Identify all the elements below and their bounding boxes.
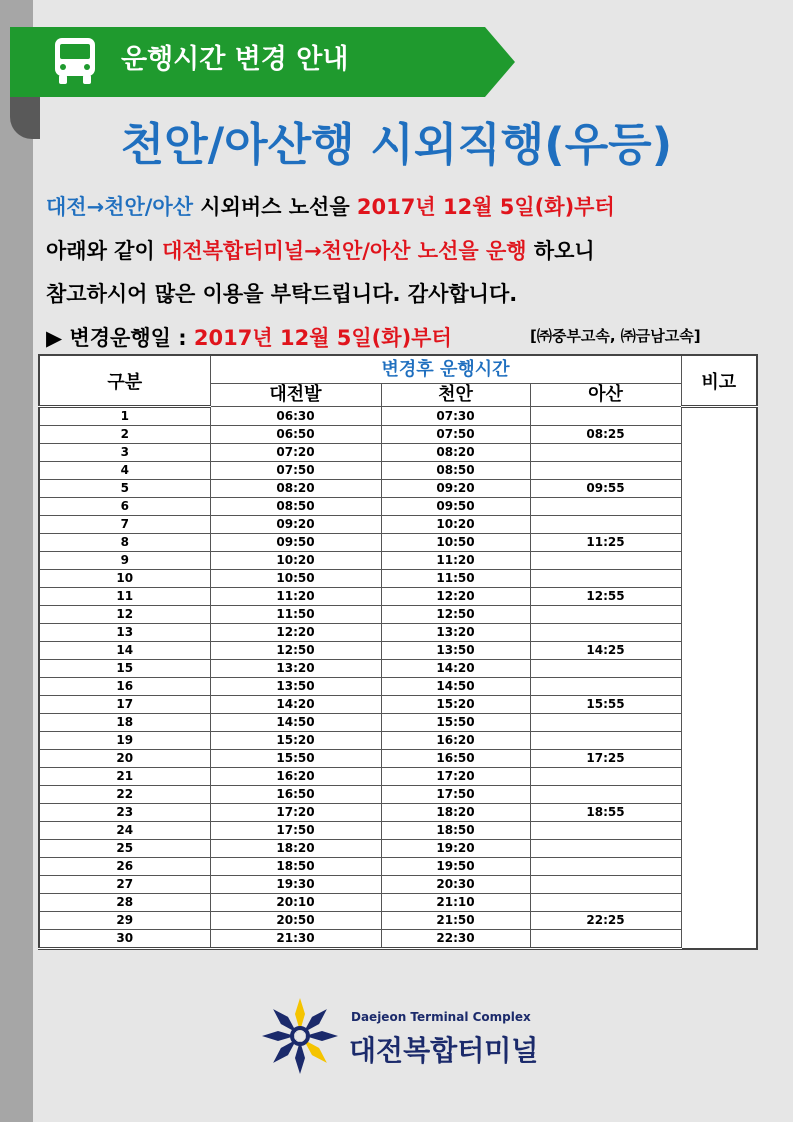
asan-time (530, 498, 681, 516)
row-number: 27 (39, 876, 210, 894)
daejeon-departure: 12:50 (210, 642, 381, 660)
daejeon-departure: 13:20 (210, 660, 381, 678)
cheonan-time: 18:50 (381, 822, 530, 840)
row-number: 16 (39, 678, 210, 696)
row-number: 7 (39, 516, 210, 534)
logo-korean-name: 대전복합터미널 (349, 1034, 539, 1067)
table-row (39, 930, 757, 949)
daejeon-departure: 14:20 (210, 696, 381, 714)
row-number: 23 (39, 804, 210, 822)
cheonan-time: 08:50 (381, 462, 530, 480)
row-number: 1 (39, 407, 210, 426)
table-row (39, 534, 757, 552)
asan-time: 15:55 (530, 696, 681, 714)
row-number: 28 (39, 894, 210, 912)
cheonan-time: 14:20 (381, 660, 530, 678)
row-number: 13 (39, 624, 210, 642)
asan-time (530, 858, 681, 876)
row-number: 4 (39, 462, 210, 480)
row-number: 25 (39, 840, 210, 858)
header-cheonan: 천안 (381, 384, 530, 407)
table-row (39, 407, 757, 426)
cheonan-time: 15:50 (381, 714, 530, 732)
daejeon-departure: 16:50 (210, 786, 381, 804)
table-row (39, 768, 757, 786)
terminal-logo (262, 996, 552, 1076)
daejeon-departure: 16:20 (210, 768, 381, 786)
asan-time (530, 930, 681, 949)
row-number: 21 (39, 768, 210, 786)
header-group: 변경후 운행시간 (210, 355, 681, 384)
row-number: 17 (39, 696, 210, 714)
cheonan-time: 09:50 (381, 498, 530, 516)
cheonan-time: 18:20 (381, 804, 530, 822)
cheonan-time: 14:50 (381, 678, 530, 696)
table-row (39, 588, 757, 606)
change-date-line (46, 322, 452, 352)
table-row (39, 426, 757, 444)
daejeon-departure: 06:50 (210, 426, 381, 444)
cheonan-time: 19:50 (381, 858, 530, 876)
row-number: 22 (39, 786, 210, 804)
header-bigo: 비고 (681, 355, 757, 407)
row-number: 14 (39, 642, 210, 660)
daejeon-departure: 07:20 (210, 444, 381, 462)
intro-text-2c: 하오니 (526, 239, 595, 263)
header-gubun: 구분 (39, 355, 210, 407)
row-number: 6 (39, 498, 210, 516)
header-daejeon: 대전발 (210, 384, 381, 407)
asan-time (530, 552, 681, 570)
cheonan-time: 11:50 (381, 570, 530, 588)
intro-route-2: 대전복합터미널→천안/아산 노선을 운행 (162, 239, 527, 263)
row-number: 8 (39, 534, 210, 552)
cheonan-time: 07:30 (381, 407, 530, 426)
row-number: 29 (39, 912, 210, 930)
daejeon-departure: 17:20 (210, 804, 381, 822)
asan-time (530, 732, 681, 750)
cheonan-time: 13:50 (381, 642, 530, 660)
table-row (39, 750, 757, 768)
asan-time (530, 840, 681, 858)
table-row (39, 516, 757, 534)
cheonan-time: 20:30 (381, 876, 530, 894)
cheonan-time: 07:50 (381, 426, 530, 444)
table-row (39, 480, 757, 498)
daejeon-departure: 14:50 (210, 714, 381, 732)
daejeon-departure: 17:50 (210, 822, 381, 840)
daejeon-departure: 07:50 (210, 462, 381, 480)
row-number: 26 (39, 858, 210, 876)
header-asan: 아산 (530, 384, 681, 407)
daejeon-departure: 08:20 (210, 480, 381, 498)
cheonan-time: 09:20 (381, 480, 530, 498)
intro-text-1: 시외버스 노선을 (192, 195, 357, 219)
cheonan-time: 21:10 (381, 894, 530, 912)
daejeon-departure: 09:20 (210, 516, 381, 534)
row-number: 11 (39, 588, 210, 606)
asan-time: 12:55 (530, 588, 681, 606)
asan-time (530, 570, 681, 588)
asan-time (530, 606, 681, 624)
table-row (39, 804, 757, 822)
asan-time (530, 786, 681, 804)
table-row (39, 858, 757, 876)
daejeon-departure: 13:50 (210, 678, 381, 696)
table-row (39, 912, 757, 930)
intro-route: 대전→천안/아산 (46, 195, 193, 219)
table-row (39, 678, 757, 696)
asan-time (530, 660, 681, 678)
asan-time (530, 876, 681, 894)
asan-time (530, 516, 681, 534)
table-row (39, 606, 757, 624)
row-number: 24 (39, 822, 210, 840)
table-row (39, 642, 757, 660)
operating-companies: [㈜중부고속, ㈜금남고속] (530, 327, 701, 345)
change-date-value: 2017년 12월 5일(화)부터 (193, 326, 452, 350)
bus-icon (52, 36, 98, 86)
cheonan-time: 22:30 (381, 930, 530, 949)
table-row (39, 660, 757, 678)
asan-time: 22:25 (530, 912, 681, 930)
row-number: 18 (39, 714, 210, 732)
asan-time (530, 714, 681, 732)
daejeon-departure: 10:50 (210, 570, 381, 588)
cheonan-time: 12:20 (381, 588, 530, 606)
remarks-cell (681, 407, 757, 949)
cheonan-time: 10:20 (381, 516, 530, 534)
asan-time (530, 894, 681, 912)
banner-title: 운행시간 변경 안내 (121, 44, 349, 75)
asan-time: 09:55 (530, 480, 681, 498)
table-row (39, 786, 757, 804)
table-row (39, 498, 757, 516)
timetable (38, 354, 758, 950)
row-number: 10 (39, 570, 210, 588)
cheonan-time: 17:20 (381, 768, 530, 786)
daejeon-departure: 11:20 (210, 588, 381, 606)
row-number: 2 (39, 426, 210, 444)
asan-time: 11:25 (530, 534, 681, 552)
intro-date-1: 2017년 12월 5일(화)부터 (356, 195, 615, 219)
row-number: 19 (39, 732, 210, 750)
cheonan-time: 08:20 (381, 444, 530, 462)
timetable-body (39, 407, 757, 949)
asan-time: 17:25 (530, 750, 681, 768)
cheonan-time: 13:20 (381, 624, 530, 642)
cheonan-time: 15:20 (381, 696, 530, 714)
row-number: 20 (39, 750, 210, 768)
daejeon-departure: 10:20 (210, 552, 381, 570)
daejeon-departure: 15:20 (210, 732, 381, 750)
main-title: 천안/아산행 시외직행(우등) (120, 118, 673, 171)
row-number: 15 (39, 660, 210, 678)
daejeon-departure: 20:50 (210, 912, 381, 930)
intro-line-3: 참고하시어 많은 이용을 부탁드립니다. 감사합니다. (46, 282, 518, 306)
daejeon-departure: 11:50 (210, 606, 381, 624)
intro-line-1 (46, 191, 615, 221)
row-number: 9 (39, 552, 210, 570)
cheonan-time: 12:50 (381, 606, 530, 624)
table-row (39, 570, 757, 588)
daejeon-departure: 15:50 (210, 750, 381, 768)
asan-time: 08:25 (530, 426, 681, 444)
asan-time (530, 444, 681, 462)
asan-time (530, 462, 681, 480)
cheonan-time: 17:50 (381, 786, 530, 804)
table-row (39, 444, 757, 462)
daejeon-departure: 09:50 (210, 534, 381, 552)
daejeon-departure: 19:30 (210, 876, 381, 894)
daejeon-departure: 21:30 (210, 930, 381, 949)
change-date-label: 변경운행일 : (62, 326, 194, 350)
asan-time (530, 678, 681, 696)
daejeon-departure: 06:30 (210, 407, 381, 426)
asan-time (530, 624, 681, 642)
table-row (39, 894, 757, 912)
daejeon-departure: 08:50 (210, 498, 381, 516)
daejeon-departure: 20:10 (210, 894, 381, 912)
table-row (39, 876, 757, 894)
table-row (39, 840, 757, 858)
table-row (39, 714, 757, 732)
asan-time (530, 407, 681, 426)
intro-text-2a: 아래와 같이 (46, 239, 163, 263)
table-row (39, 462, 757, 480)
asan-time (530, 768, 681, 786)
row-number: 12 (39, 606, 210, 624)
table-row (39, 732, 757, 750)
cheonan-time: 11:20 (381, 552, 530, 570)
cheonan-time: 16:50 (381, 750, 530, 768)
table-row (39, 552, 757, 570)
daejeon-departure: 18:50 (210, 858, 381, 876)
asan-time: 14:25 (530, 642, 681, 660)
table-row (39, 696, 757, 714)
cheonan-time: 16:20 (381, 732, 530, 750)
cheonan-time: 10:50 (381, 534, 530, 552)
table-row (39, 822, 757, 840)
daejeon-departure: 18:20 (210, 840, 381, 858)
table-row (39, 624, 757, 642)
cheonan-time: 19:20 (381, 840, 530, 858)
logo-english-name: Daejeon Terminal Complex (351, 1010, 531, 1024)
asan-time (530, 822, 681, 840)
asan-time: 18:55 (530, 804, 681, 822)
arrow-icon: ▶ (46, 326, 63, 350)
daejeon-departure: 12:20 (210, 624, 381, 642)
row-number: 30 (39, 930, 210, 949)
cheonan-time: 21:50 (381, 912, 530, 930)
row-number: 5 (39, 480, 210, 498)
intro-line-2 (46, 235, 595, 265)
row-number: 3 (39, 444, 210, 462)
sun-burst-logo-icon (262, 996, 342, 1076)
